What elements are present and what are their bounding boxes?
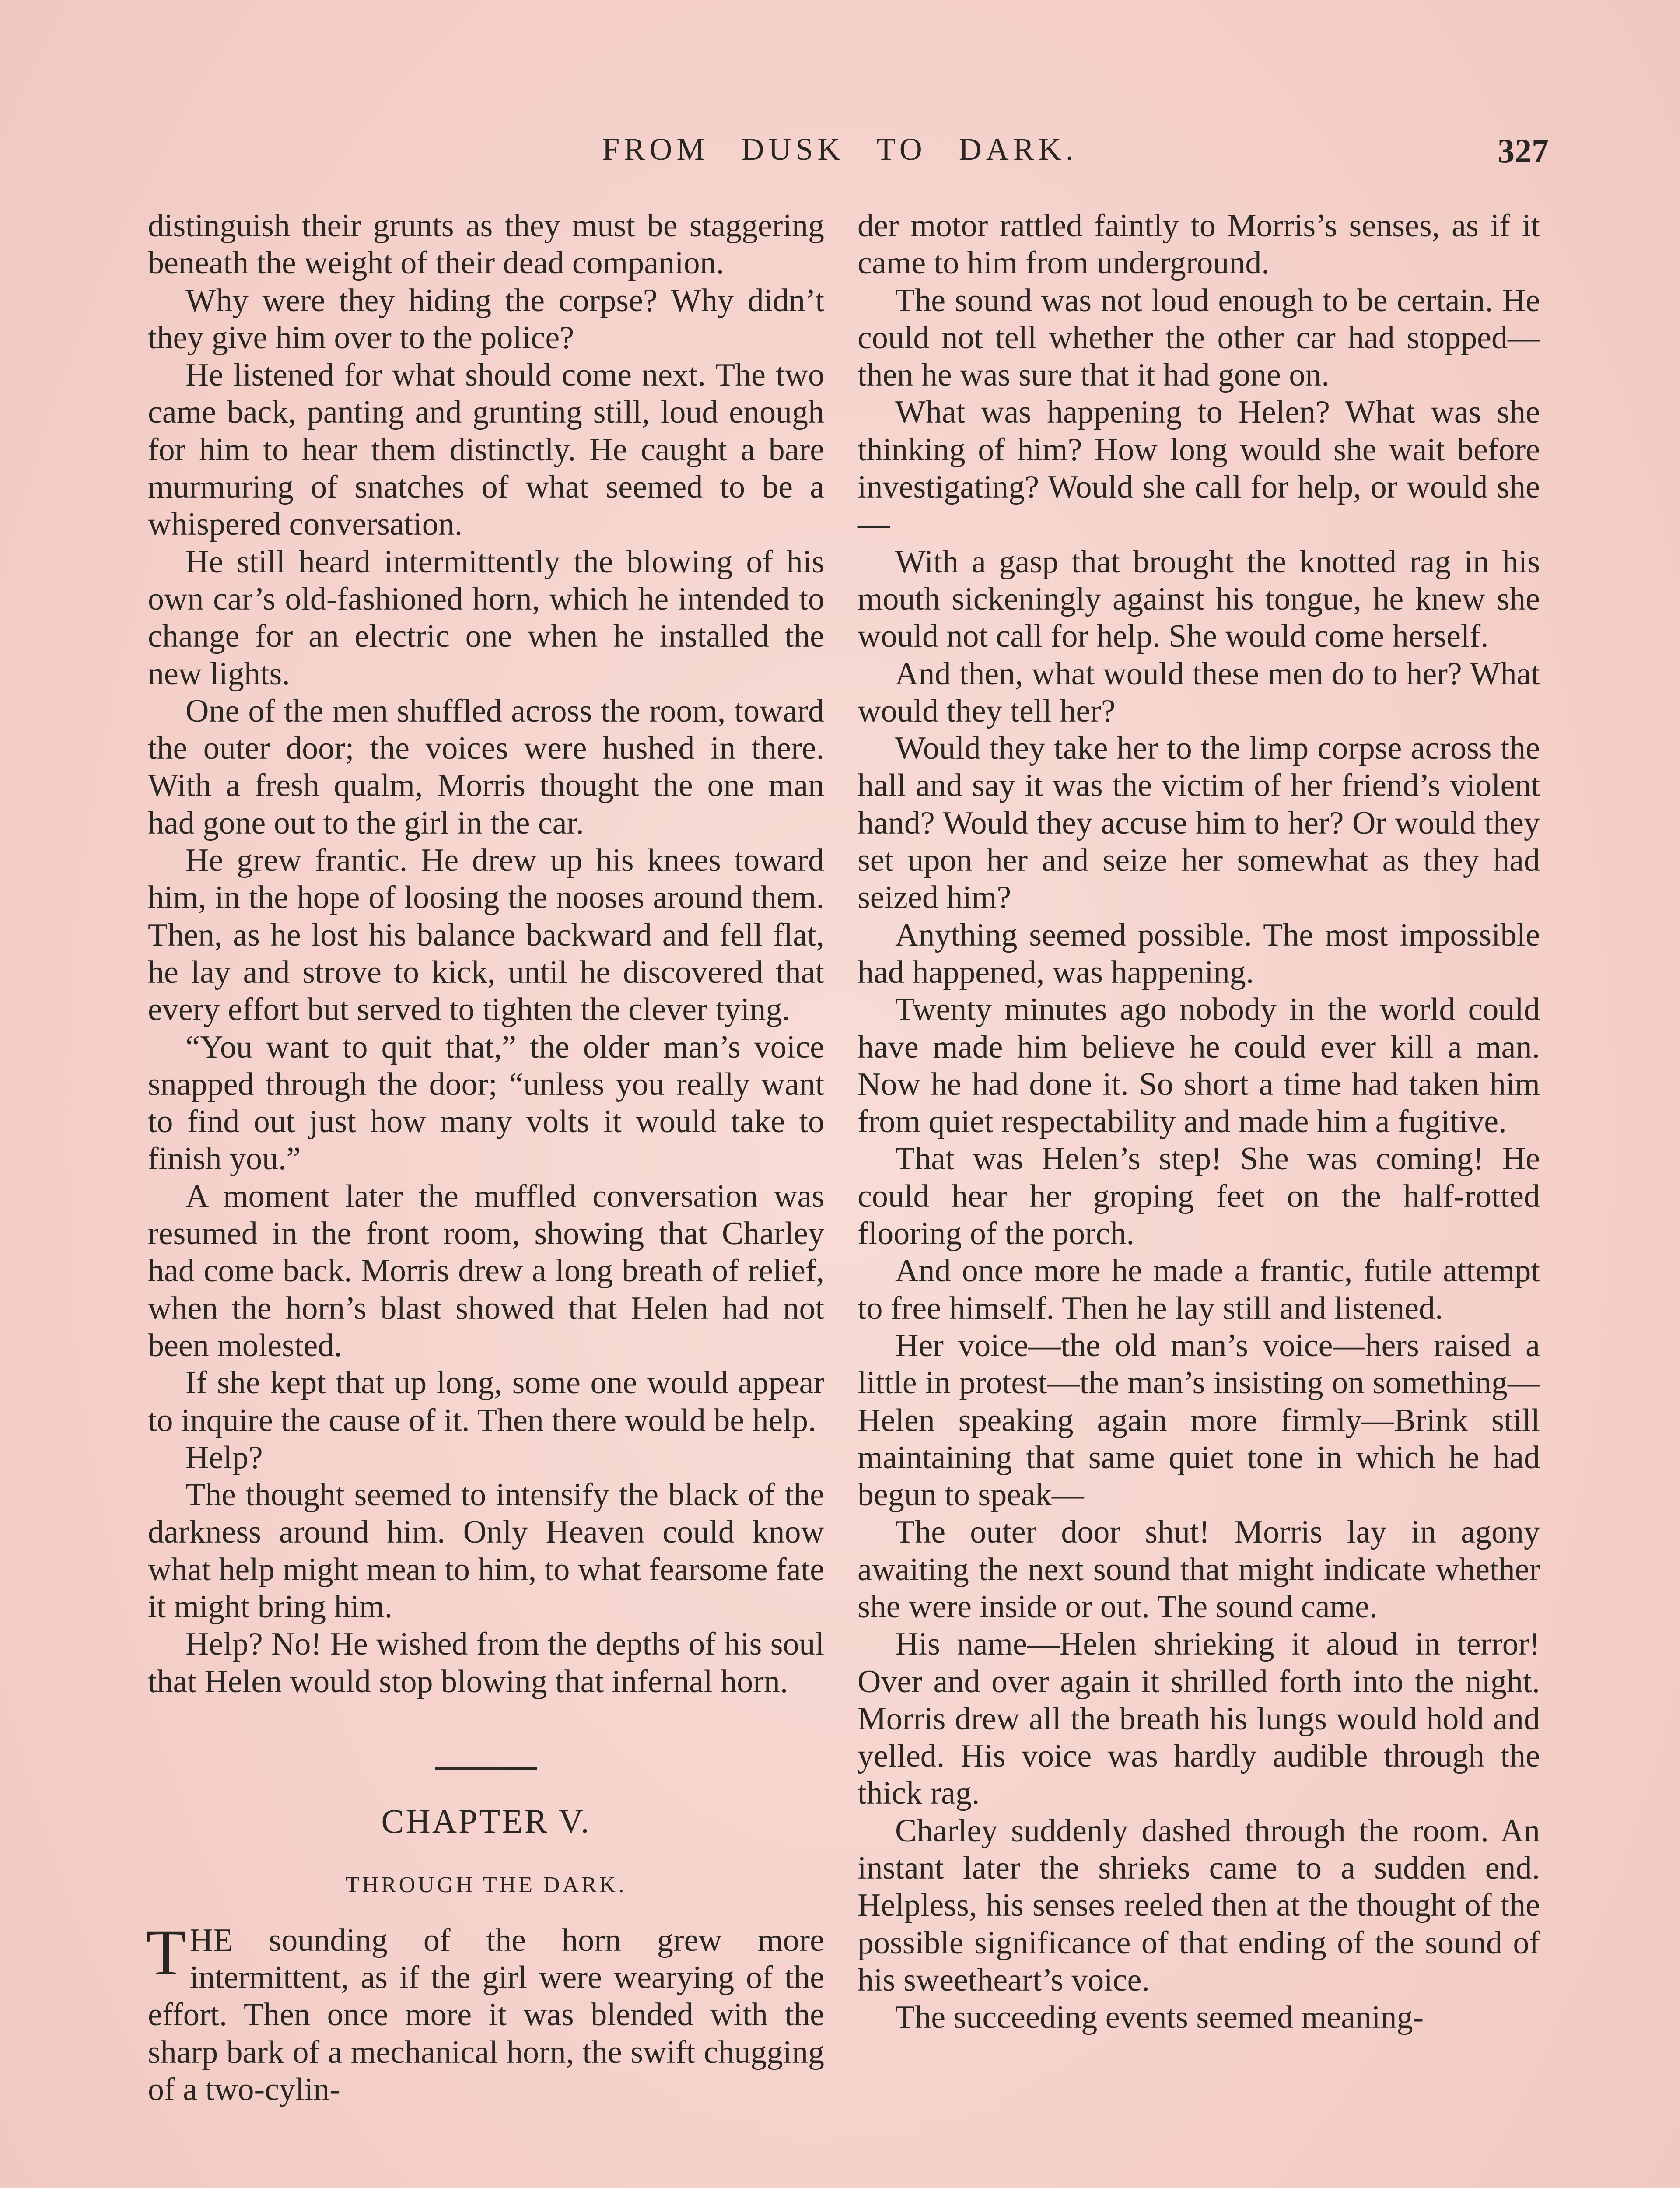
right-column [858,207,1540,2037]
chapter-title: CHAPTER V. [381,1802,591,1840]
paragraph: With a gasp that brought the knotted rag in his mouth sickeningly against his tongue, he knew she would not call for help. She would come herself. [858,543,1540,655]
paragraph: And then, what would these men do to her? What would they tell her? [858,656,1540,729]
paragraph: The thought seemed to intensify the black of the darkness around him. Only Heaven could know what help might mean to him, to what fearsome fate it might bring him. [148,1477,824,1625]
page-number: 327 [1498,132,1549,170]
chapter-opening-paragraph [146,1916,824,2108]
paragraph: One of the men shuffled across the room, toward the outer door; the voices were hushed in there. With a fresh qualm, Morris thought the one man had gone out to the girl in the car. [148,693,824,841]
paragraph: Her voice—the old man’s voice—hers raised a little in protest—the man’s insisting on something—Helen speaking again more firmly—Brink still maintaining that same quiet tone in which he had begun to speak— [858,1327,1540,1513]
paragraph: Twenty minutes ago nobody in the world could have made him believe he could ever kill a man. Now he had done it. So short a time had taken him from quiet respectability and made him a fugitive. [858,992,1540,1140]
paragraph: Charley suddenly dashed through the room. An instant later the shrieks came to a sudden end. Helpless, his senses reeled then at the thought of the possible significance of that ending of the sound of his sweetheart’s voice. [858,1813,1540,1998]
paragraph: That was Helen’s step! She was coming! He could hear her groping feet on the half-rotted flooring of the porch. [858,1141,1540,1252]
paragraph: Anything seemed possible. The most impossible had happened, was happening. [858,917,1540,990]
paragraph: The sound was not loud enough to be certain. He could not tell whether the other car had stopped—then he was sure that it had gone on. [858,282,1540,393]
section-rule [435,1767,537,1770]
paragraph: The outer door shut! Morris lay in agony awaiting the next sound that might indicate whether she were inside or out. The sound came. [858,1514,1540,1625]
paragraph: A moment later the muffled conversation was resumed in the front room, showing that Charley had come back. Morris drew a long breath of relief, when the horn’s blast showed that Helen had not been molested. [148,1178,824,1364]
paragraph: His name—Helen shrieking it aloud in terror! Over and over again it shrilled forth into the night. Morris drew all the breath his lungs would hold and yelled. His voice was hardly audible through the thick rag. [858,1626,1540,1812]
paragraph: Help? No! He wished from the depths of his soul that Helen would stop blowing that infernal horn. [148,1626,824,1700]
left-column [148,207,824,2108]
paragraph: And once more he made a frantic, futile attempt to free himself. Then he lay still and listened. [858,1253,1540,1326]
paragraph: He still heard intermittently the blowing of his own car’s old-fashioned horn, which he intended to change for an electric one when he installed the new lights. [148,543,824,692]
chapter-subtitle: THROUGH THE DARK. [345,1872,627,1897]
paragraph: He grew frantic. He drew up his knees toward him, in the hope of loosing the nooses around them. Then, as he lost his balance backward and fell flat, he lay and strove to kick, until he discovered that every effort but served to tighten the clever tying. [148,842,824,1028]
paragraph: What was happening to Helen? What was she thinking of him? How long would she wait before investigating? Would she call for help, or would she— [858,394,1540,543]
running-title: FROM DUSK TO DARK. [602,132,1078,167]
paragraph: “You want to quit that,” the older man’s voice snapped through the door; “unless you really want to find out just how many volts it would take to finish you.” [148,1029,824,1177]
paragraph: distinguish their grunts as they must be staggering beneath the weight of their dead companion. [148,208,824,281]
paragraph: The succeeding events seemed meaning- [895,1999,1424,2036]
drop-cap: T [146,1916,186,1989]
paragraph: He listened for what should come next. The two came back, panting and grunting still, loud enough for him to hear them distinctly. He caught a bare murmuring of snatches of what seemed to be a whispered conversation. [148,357,824,543]
chapter-opening-text: HE sounding of the horn grew more intermittent, as if the girl were wearying of the effort. Then once more it was blended with the sharp bark of a mechanical horn, the swift chugging of a two-cylin- [148,1922,824,2108]
paragraph: Help? [186,1439,263,1476]
paragraph: Would they take her to the limp corpse across the hall and say it was the victim of her friend’s violent hand? Would they accuse him to her? Or would they set upon her and seize her somewhat as they had seized him? [858,730,1540,916]
running-header [0,131,1680,179]
paragraph: If she kept that up long, some one would appear to inquire the cause of it. Then there would be help. [148,1365,824,1438]
paragraph: der motor rattled faintly to Morris’s senses, as if it came to him from underground. [858,208,1540,281]
paragraph: Why were they hiding the corpse? Why didn’t they give him over to the police? [148,282,824,356]
